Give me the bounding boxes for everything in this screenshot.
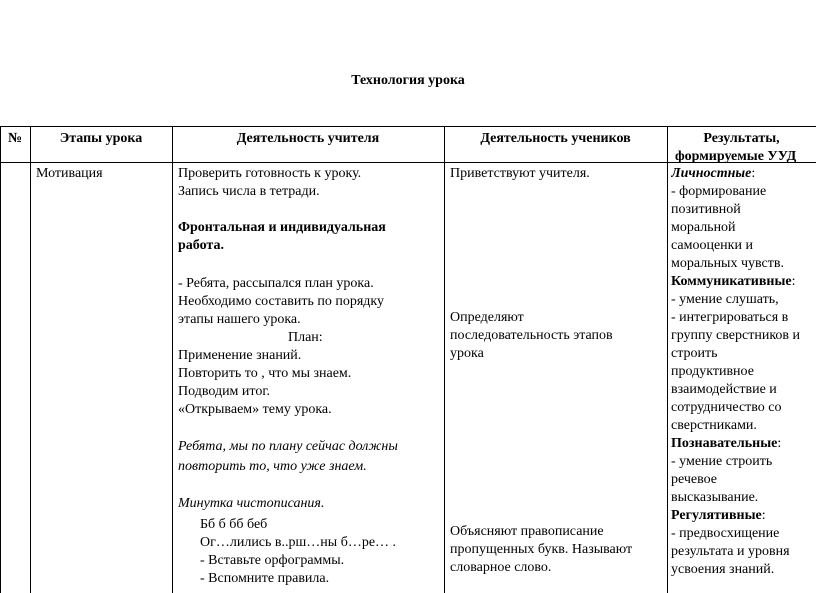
results-line: моральных чувств. (671, 256, 784, 271)
students-line: словарное слово. (450, 560, 552, 575)
plan-item: Подводим итог. (178, 384, 271, 399)
table-top-border (0, 126, 816, 127)
results-line: высказывание. (671, 490, 759, 505)
results-line: сотрудничество со (671, 400, 782, 415)
students-line: последовательность этапов (450, 328, 613, 343)
teacher-bold-line: работа. (178, 238, 224, 253)
column-divider-3 (444, 126, 445, 593)
students-line: Объясняют правописание (450, 524, 604, 539)
results-line: - интегрироваться в (671, 310, 789, 325)
results-line: речевое (671, 472, 718, 487)
teacher-line: Необходимо составить по порядку (178, 294, 384, 309)
results-group: Личностные: (671, 166, 756, 181)
results-line: сверстниками. (671, 418, 757, 433)
results-line: строить (671, 346, 718, 361)
results-line: - формирование (671, 184, 767, 199)
results-line: - умение строить (671, 454, 773, 469)
column-divider-1 (30, 126, 31, 593)
teacher-line: этапы нашего урока. (178, 312, 301, 327)
students-line: Определяют (450, 310, 524, 325)
teacher-cell (178, 165, 440, 588)
header-num: № (7, 131, 23, 146)
results-line: усвоения знаний. (671, 562, 775, 577)
students-cell (450, 165, 665, 577)
header-results-line-1: Результаты, (703, 131, 780, 146)
results-group: Коммуникативные: (671, 274, 796, 289)
header-teacher: Деятельность учителя (236, 131, 380, 146)
results-line: продуктивное (671, 364, 754, 379)
students-line: Приветствуют учителя. (450, 166, 590, 181)
teacher-bold-line: Фронтальная и индивидуальная (178, 220, 386, 235)
page-title: Технология урока (351, 73, 465, 88)
teacher-line: - Вставьте орфограммы. (200, 553, 345, 568)
results-heading: Коммуникативные (671, 274, 792, 289)
teacher-line: Ог…лились в..рш…ны б…ре… . (200, 535, 397, 550)
teacher-italic-line: Минутка чистописания. (178, 496, 325, 511)
column-divider-4 (667, 126, 668, 593)
header-results-line-2: формируемые УУД (675, 149, 797, 164)
results-group: Регулятивные: (671, 508, 766, 523)
teacher-line: - Вспомните правила. (200, 571, 330, 586)
teacher-line: Запись числа в тетради. (178, 184, 320, 199)
results-heading: Личностные (671, 166, 752, 181)
results-line: самооценки и (671, 238, 753, 253)
plan-heading: План: (288, 330, 323, 345)
teacher-italic-line: повторить то, что уже знаем. (178, 459, 367, 474)
header-students: Деятельность учеников (480, 131, 631, 146)
header-results (667, 130, 816, 166)
results-line: - предвосхищение (671, 526, 780, 541)
students-line: пропущенных букв. Называют (450, 542, 633, 557)
column-divider-2 (172, 126, 173, 593)
header-stage: Этапы урока (59, 131, 143, 146)
results-cell (671, 165, 816, 579)
results-line: взаимодействие и (671, 382, 777, 397)
results-line: группу сверстников и (671, 328, 801, 343)
teacher-line: Проверить готовность к уроку. (178, 166, 362, 181)
results-line: моральной (671, 220, 736, 235)
results-line: позитивной (671, 202, 741, 217)
results-group: Познавательные: (671, 436, 782, 451)
results-heading: Познавательные (671, 436, 778, 451)
results-heading: Регулятивные (671, 508, 762, 523)
teacher-line: Бб б бб беб (200, 517, 268, 532)
results-line: результата и уровня (671, 544, 790, 559)
table-left-border (0, 126, 1, 593)
teacher-italic-line: Ребята, мы по плану сейчас должны (178, 439, 398, 454)
teacher-line: - Ребята, рассыпался план урока. (178, 276, 374, 291)
plan-item: «Открываем» тему урока. (178, 402, 332, 417)
stage-cell: Мотивация (36, 166, 103, 181)
students-line: урока (450, 346, 484, 361)
plan-item: Применение знаний. (178, 348, 302, 363)
plan-item: Повторить то , что мы знаем. (178, 366, 352, 381)
results-line: - умение слушать, (671, 292, 779, 307)
